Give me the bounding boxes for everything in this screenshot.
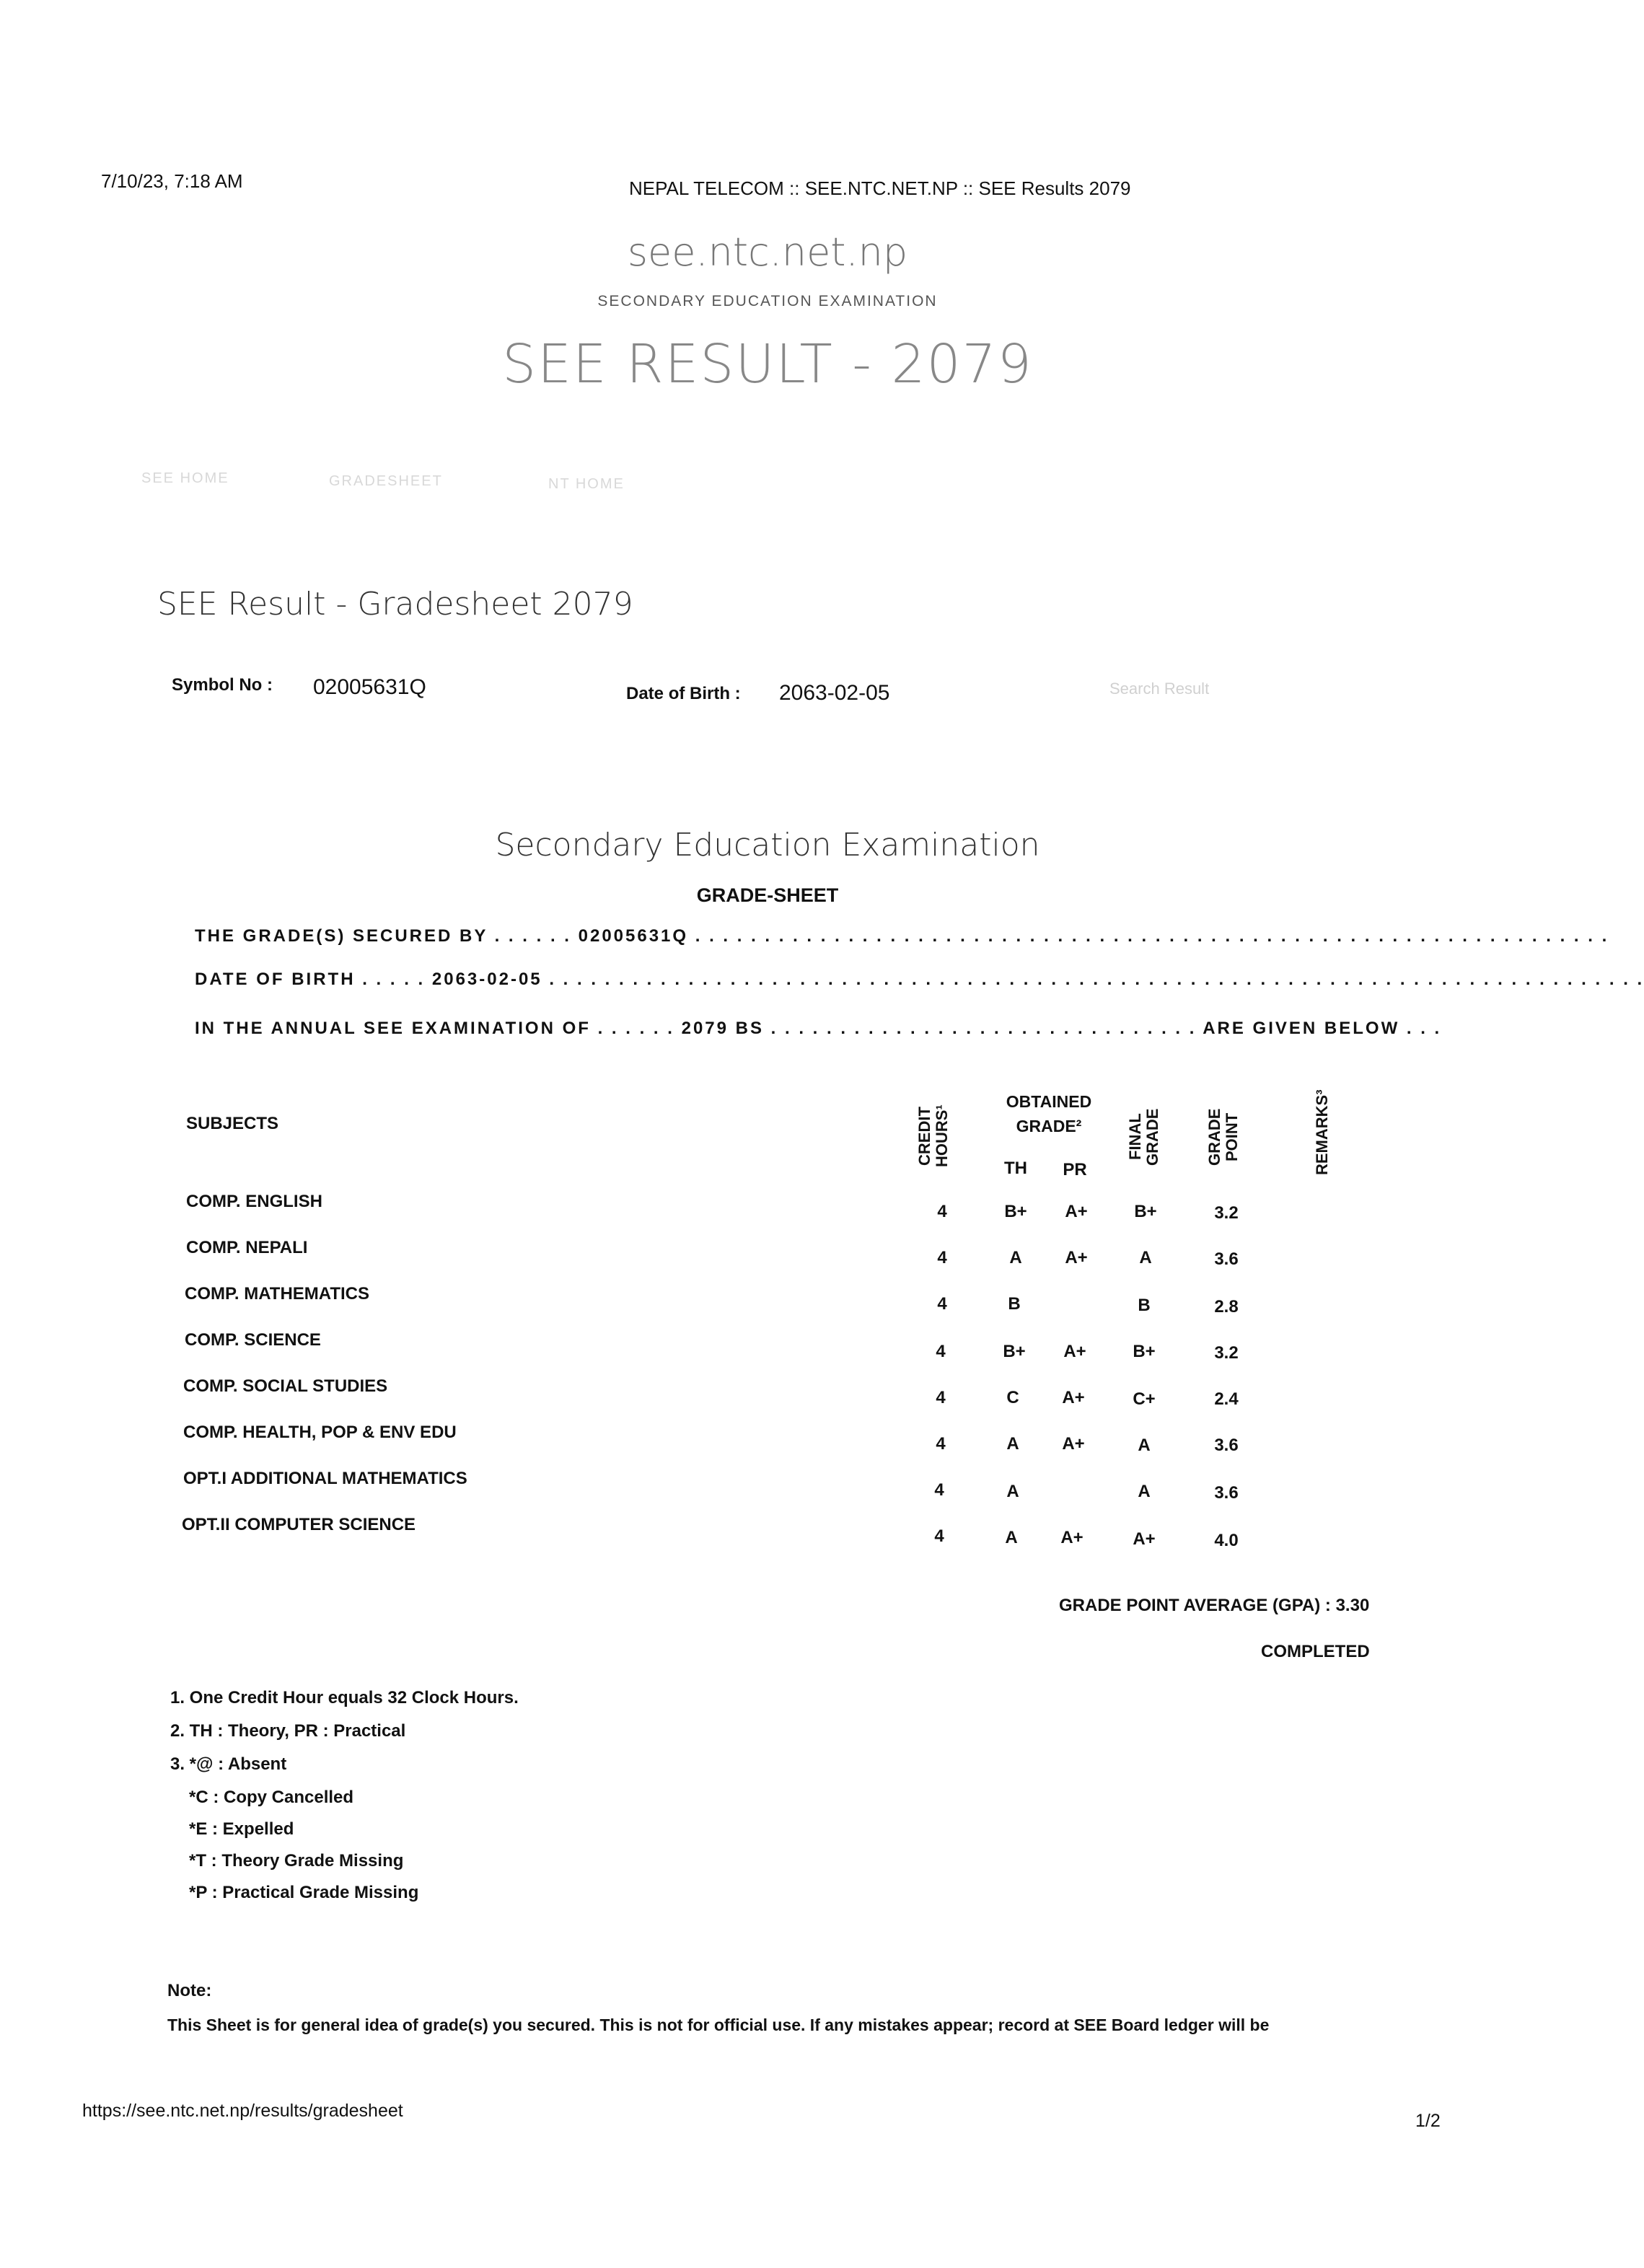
footnote-absent: 3. *@ : Absent [170, 1754, 287, 1774]
print-page-number: 1/2 [1415, 2111, 1441, 2131]
symbol-label: Symbol No : [172, 675, 273, 695]
sheet-subtitle: GRADE-SHEET [696, 884, 839, 906]
pr-grade: A+ [1062, 1434, 1085, 1454]
credit-hours: 4 [936, 1434, 946, 1454]
site-logo-text: see.ntc.net.np [627, 229, 908, 275]
grade-point: 3.2 [1214, 1203, 1239, 1223]
credit-hours: 4 [937, 1248, 947, 1267]
th-grade: B+ [1003, 1342, 1026, 1361]
header-final-grade: FINAL GRADE [1126, 1108, 1161, 1166]
note-label: Note: [167, 1981, 212, 2000]
credit-hours: 4 [936, 1342, 946, 1361]
th-grade: B+ [1004, 1202, 1027, 1221]
pr-grade: A+ [1063, 1342, 1086, 1361]
table-row [0, 1376, 1535, 1423]
table-row [0, 1515, 1535, 1561]
footnote-expelled: *E : Expelled [189, 1819, 294, 1839]
result-status: COMPLETED [1261, 1642, 1370, 1661]
final-grade: C+ [1133, 1389, 1156, 1409]
grade-point: 3.6 [1214, 1483, 1239, 1503]
th-grade: B [1008, 1294, 1021, 1314]
footnote-credit-hour: 1. One Credit Hour equals 32 Clock Hours. [170, 1688, 519, 1707]
result-heading: SEE RESULT - 2079 [502, 333, 1033, 395]
sheet-title: Secondary Education Examination [495, 827, 1040, 863]
note-text: This Sheet is for general idea of grade(s) you secured. This is not for official use. If any mistakes appear; record at SEE Board ledger will be [167, 2016, 1270, 2034]
nav-see-home[interactable]: SEE HOME [141, 470, 229, 486]
pr-grade: A+ [1065, 1248, 1088, 1267]
subject-name: COMP. HEALTH, POP & ENV EDU [183, 1423, 457, 1442]
th-grade: A [1005, 1528, 1018, 1547]
grade-point: 4.0 [1214, 1531, 1239, 1550]
footnote-copy-cancelled: *C : Copy Cancelled [189, 1788, 354, 1807]
header-th: TH [1004, 1159, 1027, 1178]
dob-input[interactable]: 2063-02-05 [779, 681, 890, 705]
search-button[interactable]: Search Result [1109, 680, 1210, 698]
final-grade: B+ [1133, 1342, 1156, 1361]
th-grade: A [1009, 1248, 1022, 1267]
subject-name: COMP. NEPALI [186, 1238, 308, 1257]
th-grade: A [1006, 1482, 1019, 1501]
table-row [0, 1330, 1535, 1376]
subject-name: COMP. MATHEMATICS [185, 1284, 369, 1304]
pr-grade: A+ [1065, 1202, 1088, 1221]
header-obtained-grade: OBTAINED GRADE² [1006, 1092, 1092, 1135]
site-tagline: SECONDARY EDUCATION EXAMINATION [597, 293, 938, 309]
section-title: SEE Result - Gradesheet 2079 [157, 586, 633, 623]
credit-hours: 4 [936, 1388, 946, 1407]
grade-point: 3.2 [1214, 1343, 1239, 1363]
credit-hours: 4 [934, 1526, 944, 1546]
header-remarks: REMARKS³ [1313, 1089, 1331, 1176]
subject-name: OPT.II COMPUTER SCIENCE [182, 1515, 416, 1534]
final-grade: A [1138, 1436, 1151, 1455]
footnote-th-pr: 2. TH : Theory, PR : Practical [170, 1721, 406, 1741]
header-pr: PR [1063, 1160, 1087, 1179]
credit-hours: 4 [934, 1480, 944, 1500]
subject-name: COMP. ENGLISH [186, 1192, 322, 1211]
gpa-value: 3.30 [1335, 1596, 1370, 1615]
th-grade: C [1006, 1388, 1019, 1407]
final-grade: B [1138, 1296, 1151, 1315]
declaration-line-3: IN THE ANNUAL SEE EXAMINATION OF . . . . . . 2079 BS . . . . . . . . . . . . . . . . . . . . . . . . . . . . . . . ARE GIVEN BELOW . . . [195, 1019, 1442, 1038]
final-grade: A [1139, 1248, 1152, 1267]
th-grade: A [1006, 1434, 1019, 1454]
nav-gradesheet[interactable]: GRADESHEET [329, 473, 443, 489]
table-row [0, 1192, 1535, 1238]
dob-label: Date of Birth : [626, 684, 741, 703]
nav-nt-home[interactable]: NT HOME [548, 476, 625, 492]
footnote-theory-missing: *T : Theory Grade Missing [189, 1851, 404, 1871]
header-credit-hours: CREDIT HOURS¹ [915, 1104, 951, 1168]
declaration-line-2: DATE OF BIRTH . . . . . 2063-02-05 . . . . . . . . . . . . . . . . . . . . . . . . . . . . . . . . . . . . . . . . . . . . . . . . . . . . . . . . . . . . . . . . . . . . . . . . . . . . . . . [195, 970, 1644, 989]
declaration-line-1: THE GRADE(S) SECURED BY . . . . . . 02005631Q . . . . . . . . . . . . . . . . . . . . . . . . . . . . . . . . . . . . . . . . . . . . . . . . . . . . . . . . . . . . . . . . . . [195, 926, 1609, 946]
header-subjects: SUBJECTS [186, 1114, 279, 1133]
final-grade: B+ [1134, 1202, 1157, 1221]
final-grade: A [1138, 1482, 1151, 1501]
subject-name: COMP. SOCIAL STUDIES [183, 1376, 388, 1396]
grade-point: 3.6 [1214, 1436, 1239, 1455]
table-row [0, 1423, 1535, 1469]
grade-point: 2.4 [1214, 1389, 1239, 1409]
credit-hours: 4 [937, 1202, 947, 1221]
subject-name: COMP. SCIENCE [185, 1330, 321, 1350]
header-grade-point: GRADE POINT [1205, 1108, 1241, 1166]
grade-point: 3.6 [1214, 1249, 1239, 1269]
table-row [0, 1238, 1535, 1284]
print-url: https://see.ntc.net.np/results/gradesheet [82, 2101, 403, 2121]
grade-point: 2.8 [1214, 1297, 1239, 1317]
final-grade: A+ [1133, 1529, 1156, 1549]
symbol-input[interactable]: 02005631Q [313, 675, 426, 699]
print-page-title: NEPAL TELECOM :: SEE.NTC.NET.NP :: SEE Results 2079 [629, 177, 1131, 199]
pr-grade: A+ [1060, 1528, 1083, 1547]
footnote-practical-missing: *P : Practical Grade Missing [189, 1883, 419, 1902]
table-row [0, 1469, 1535, 1515]
credit-hours: 4 [937, 1294, 947, 1314]
table-row [0, 1284, 1535, 1330]
subject-name: OPT.I ADDITIONAL MATHEMATICS [183, 1469, 467, 1488]
gpa-summary: GRADE POINT AVERAGE (GPA) : 3.30 [1059, 1596, 1370, 1615]
pr-grade: A+ [1062, 1388, 1085, 1407]
print-datetime: 7/10/23, 7:18 AM [101, 170, 243, 192]
